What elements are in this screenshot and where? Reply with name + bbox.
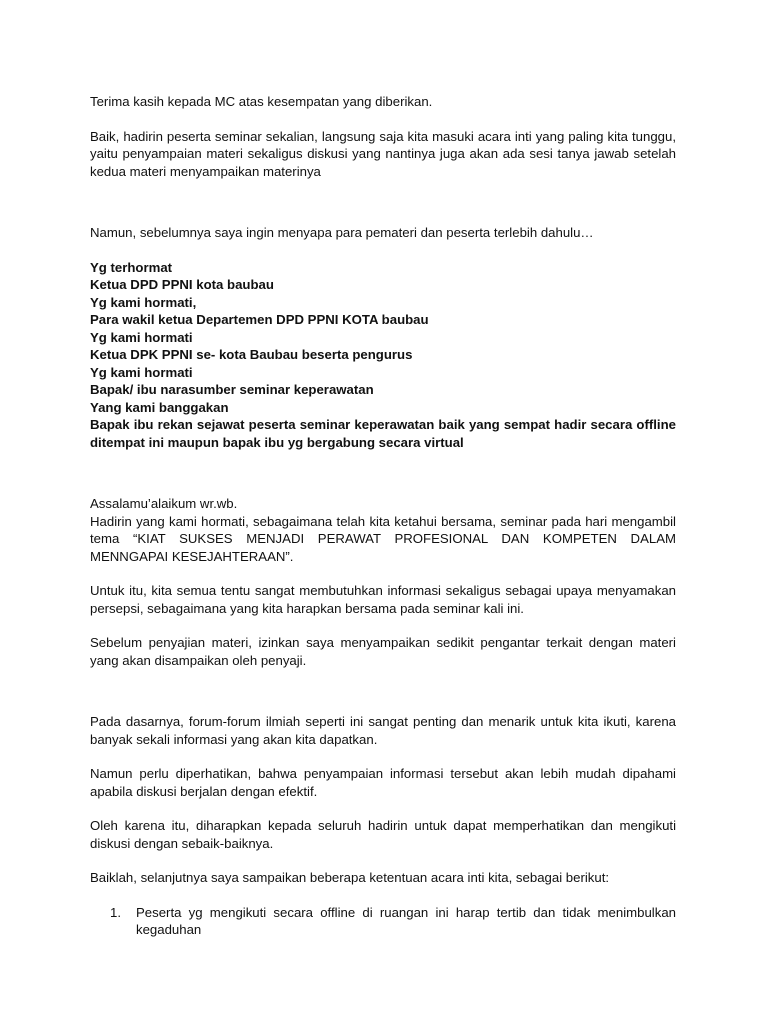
greeting-line: Bapak/ ibu narasumber seminar keperawatan [90,382,374,397]
spacer [90,451,676,495]
greeting-line: Yg kami hormati [90,329,193,345]
body-paragraph: Untuk itu, kita semua tentu sangat membutuhkan informasi sekaligus sebagai upaya menyamakan persepsi, sebagaimana yang kita harapkan bersama pada seminar kali ini. [90,583,676,616]
greeting-line: Yg kami hormati, [90,294,197,310]
greeting-line: Yang kami banggakan [90,399,229,415]
intro-paragraph-opening: Baik, hadirin peserta seminar sekalian, langsung saja kita masuki acara inti yang paling kita tunggu, yaitu penyampaian materi sekaligus diskusi yang nantinya juga akan ada sesi tanya jawab setelah kedua materi menyampaikan materinya [90,128,676,179]
spacer [90,800,676,817]
spacer [90,565,676,582]
greeting-line: Para wakil ketua Departemen DPD PPNI KOTA baubau [90,312,429,327]
greeting-line: Ketua DPD PPNI kota baubau [90,277,274,292]
greetings-block [90,259,676,452]
greeting-line: Ketua DPK PPNI se- kota Baubau beserta pengurus [90,347,413,362]
body-paragraph: Sebelum penyajian materi, izinkan saya menyampaikan sedikit pengantar terkait dengan materi yang akan disampaikan oleh penyaji. [90,635,676,668]
body-paragraph: Pada dasarnya, forum-forum ilmiah seperti ini sangat penting dan menarik untuk kita ikuti, karena banyak sekali informasi yang akan kita dapatkan. [90,714,676,747]
salam-line: Assalamu’alaikum wr.wb. [90,496,238,511]
body-paragraph: Baiklah, selanjutnya saya sampaikan beberapa ketentuan acara inti kita, sebagai berikut: [90,870,610,885]
greeting-line: Yg terhormat [90,259,173,275]
body-paragraph: Namun perlu diperhatikan, bahwa penyampaian informasi tersebut akan lebih mudah dipahami apabila diskusi berjalan dengan efektif. [90,766,676,799]
list-item-number: 1. [110,904,121,920]
intro-paragraph-thanks: Terima kasih kepada MC atas kesempatan yang diberikan. [90,94,433,109]
spacer [90,852,676,869]
spacer [90,111,676,128]
spacer [90,617,676,634]
body-paragraph: Oleh karena itu, diharapkan kepada seluruh hadirin untuk dapat memperhatikan dan mengikuti diskusi dengan sebaik-baiknya. [90,818,676,851]
spacer [90,887,676,904]
greeting-line: Bapak ibu rekan sejawat peserta seminar keperawatan baik yang sempat hadir secara offline ditempat ini maupun bapak ibu yg bergabung secara virtual [90,417,676,450]
greeting-line: Yg kami hormati [90,364,193,380]
theme-paragraph: Hadirin yang kami hormati, sebagaimana telah kita ketahui bersama, seminar pada hari mengambil tema “KIAT SUKSES MENJADI PERAWAT PROFESIONAL DAN KOMPETEN DALAM MENNGAPAI KESEJAHTERAAN”. [90,513,676,564]
spacer [90,242,676,259]
spacer [90,669,676,713]
spacer [90,748,676,765]
document-page [90,93,676,939]
list-item-text: Peserta yg mengikuti secara offline di ruangan ini harap tertib dan tidak menimbulkan kegaduhan [136,904,676,937]
list-item [90,904,676,939]
spacer [90,180,676,224]
rules-list [90,904,676,939]
intro-paragraph-greeting-lead: Namun, sebelumnya saya ingin menyapa para pemateri dan peserta terlebih dahulu… [90,225,594,240]
